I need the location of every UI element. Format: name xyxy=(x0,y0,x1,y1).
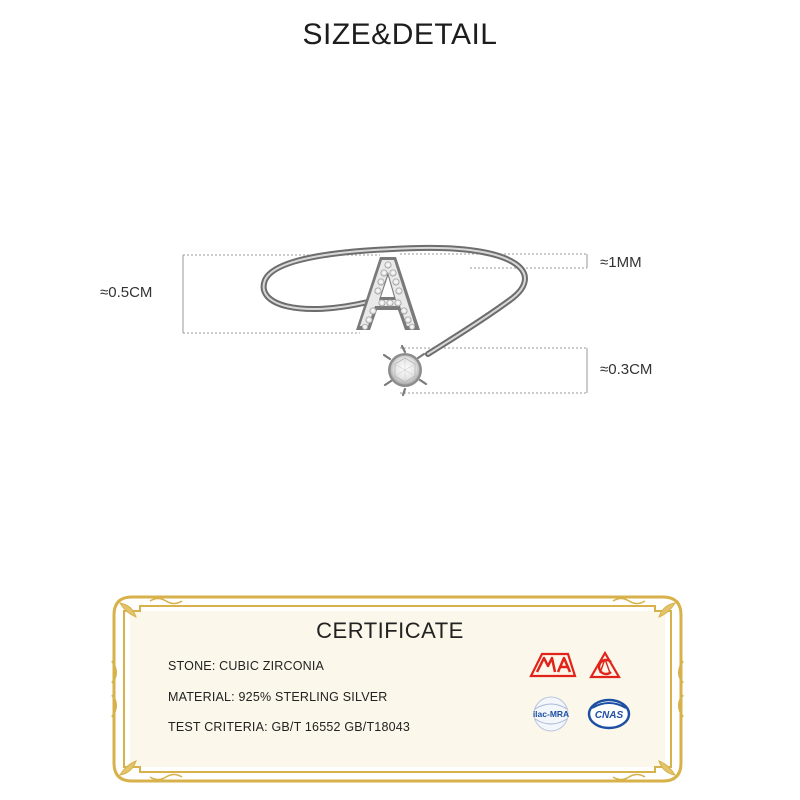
certificate-material: MATERIAL: 925% STERLING SILVER xyxy=(168,690,388,704)
height-dimension-label: ≈0.5CM xyxy=(100,284,153,301)
letter-a-pave xyxy=(356,257,420,330)
svg-text:CNAS: CNAS xyxy=(594,710,624,721)
certificate-stone: STONE: CUBIC ZIRCONIA xyxy=(168,659,325,673)
cnas-badge-icon xyxy=(586,697,632,731)
cal-badge-icon xyxy=(588,650,622,680)
stone-dimension-label: ≈0.3CM xyxy=(600,361,653,378)
cma-badge-icon xyxy=(528,650,578,680)
certificate-test-criteria: TEST CRITERIA: GB/T 16552 GB/T18043 xyxy=(168,720,411,734)
ilac-mra-badge-icon xyxy=(527,695,575,733)
solitaire-stone xyxy=(384,346,426,395)
certificate-title: CERTIFICATE xyxy=(316,618,464,643)
page-title: SIZE&DETAIL xyxy=(302,18,498,51)
band-dimension-label: ≈1MM xyxy=(600,254,642,271)
svg-text:ilac-MRA: ilac-MRA xyxy=(532,709,570,719)
